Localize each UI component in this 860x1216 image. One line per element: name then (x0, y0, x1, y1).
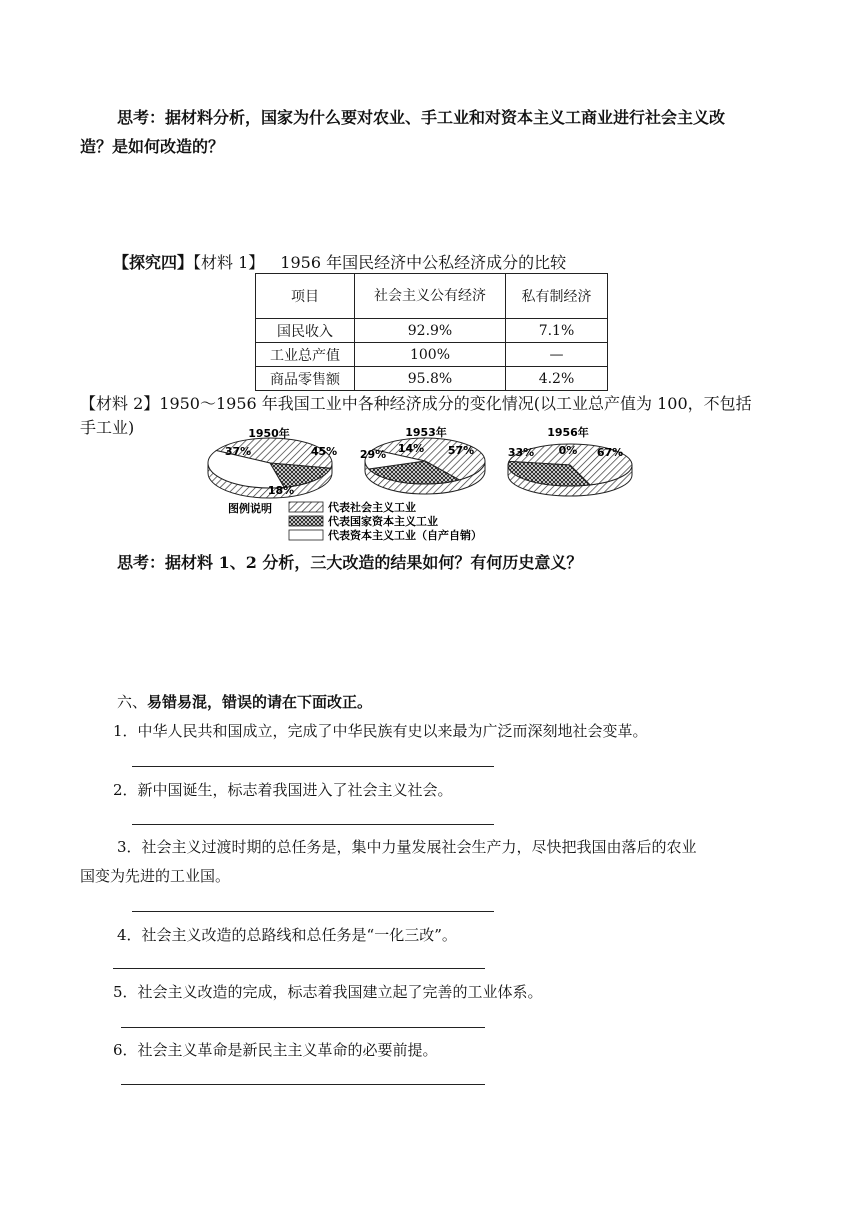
pie-value-label: 0% (558, 444, 578, 457)
pie-charts (0, 0, 860, 560)
material1-title: 1956 年国民经济中公私经济成分的比较 (280, 253, 567, 272)
list-item: 5．社会主义改造的完成，标志着我国建立起了完善的工业体系。 (113, 983, 543, 1001)
section6-title (117, 691, 372, 713)
pie-value-label: 18% (267, 484, 295, 497)
list-item-continued: 国变为先进的工业国。 (80, 867, 231, 885)
answer-line[interactable] (113, 968, 485, 969)
legend-title: 图例说明 (228, 502, 272, 515)
material2-line2: 手工业) (80, 418, 135, 437)
table-header-cell: 私有制经济 (506, 274, 608, 319)
pie-title: 1956年 (547, 426, 589, 439)
section6-number: 六、 (117, 693, 148, 711)
answer-line[interactable] (121, 1084, 485, 1085)
pie-value-label: 67% (596, 446, 624, 459)
pie-chart (360, 425, 485, 494)
list-item: 3．社会主义过渡时期的总任务是，集中力量发展社会生产力，尽快把我国由落后的农业 (117, 838, 697, 856)
legend-label-socialist: 代表社会主义工业 (328, 501, 416, 514)
legend-swatch-state-capitalist (289, 516, 323, 526)
legend-label-capitalist: 代表资本主义工业（自产自销） (328, 529, 482, 542)
table-cell: 95.8% (355, 367, 506, 391)
material1-tag: 【材料 1】 (193, 253, 265, 272)
pie-title: 1950年 (248, 427, 290, 440)
pie-layer (208, 425, 632, 498)
pie-chart (208, 426, 337, 498)
table-cell: 100% (355, 343, 506, 367)
pie-value-label: 37% (224, 445, 252, 458)
material2-line1: 【材料 2】1950～1956 年我国工业中各种经济成分的变化情况(以工业总产值为 100，不包括 (80, 394, 752, 413)
pie-value-label: 45% (310, 445, 338, 458)
answer-line[interactable] (132, 824, 494, 825)
think-question-2: 思考：据材料 1、2 分析，三大改造的结果如何？有何历史意义？ (117, 553, 583, 572)
explore4-tag: 【探究四】 (113, 253, 194, 272)
pie-value-label: 33% (507, 446, 535, 459)
pie-title: 1953年 (405, 426, 447, 439)
think-question-1-line2: 造？是如何改造的？ (80, 137, 225, 156)
table-cell: 商品零售额 (256, 367, 355, 391)
list-item: 1．中华人民共和国成立，完成了中华民族有史以来最为广泛而深刻地社会变革。 (113, 722, 648, 740)
pie-chart (508, 425, 632, 496)
table-cell: 工业总产值 (256, 343, 355, 367)
answer-line[interactable] (121, 1027, 485, 1028)
table-cell: 国民收入 (256, 319, 355, 343)
table-header-cell: 社会主义公有经济 (355, 274, 506, 319)
table-cell: 92.9% (355, 319, 506, 343)
pie-value-label: 14% (397, 442, 425, 455)
pie-value-label: 29% (359, 448, 387, 461)
table-cell: — (506, 343, 608, 367)
answer-line[interactable] (132, 911, 494, 912)
table-cell: 4.2% (506, 367, 608, 391)
think-question-1-line1: 思考：据材料分析，国家为什么要对农业、手工业和对资本主义工商业进行社会主义改 (117, 108, 726, 127)
legend-swatch-socialist (289, 502, 323, 512)
table-header-cell: 项目 (256, 274, 355, 319)
legend-label-state-capitalist: 代表国家资本主义工业 (328, 515, 438, 528)
list-item: 6．社会主义革命是新民主主义革命的必要前提。 (113, 1041, 438, 1059)
pie-value-label: 57% (447, 444, 475, 457)
list-item: 4．社会主义改造的总路线和总任务是“一化三改”。 (117, 926, 457, 944)
legend-swatch-capitalist (289, 530, 323, 540)
list-item: 2．新中国诞生，标志着我国进入了社会主义社会。 (113, 781, 453, 799)
table-cell: 7.1% (506, 319, 608, 343)
section6-heading: 易错易混，错误的请在下面改正。 (147, 693, 373, 711)
answer-line[interactable] (132, 766, 494, 767)
